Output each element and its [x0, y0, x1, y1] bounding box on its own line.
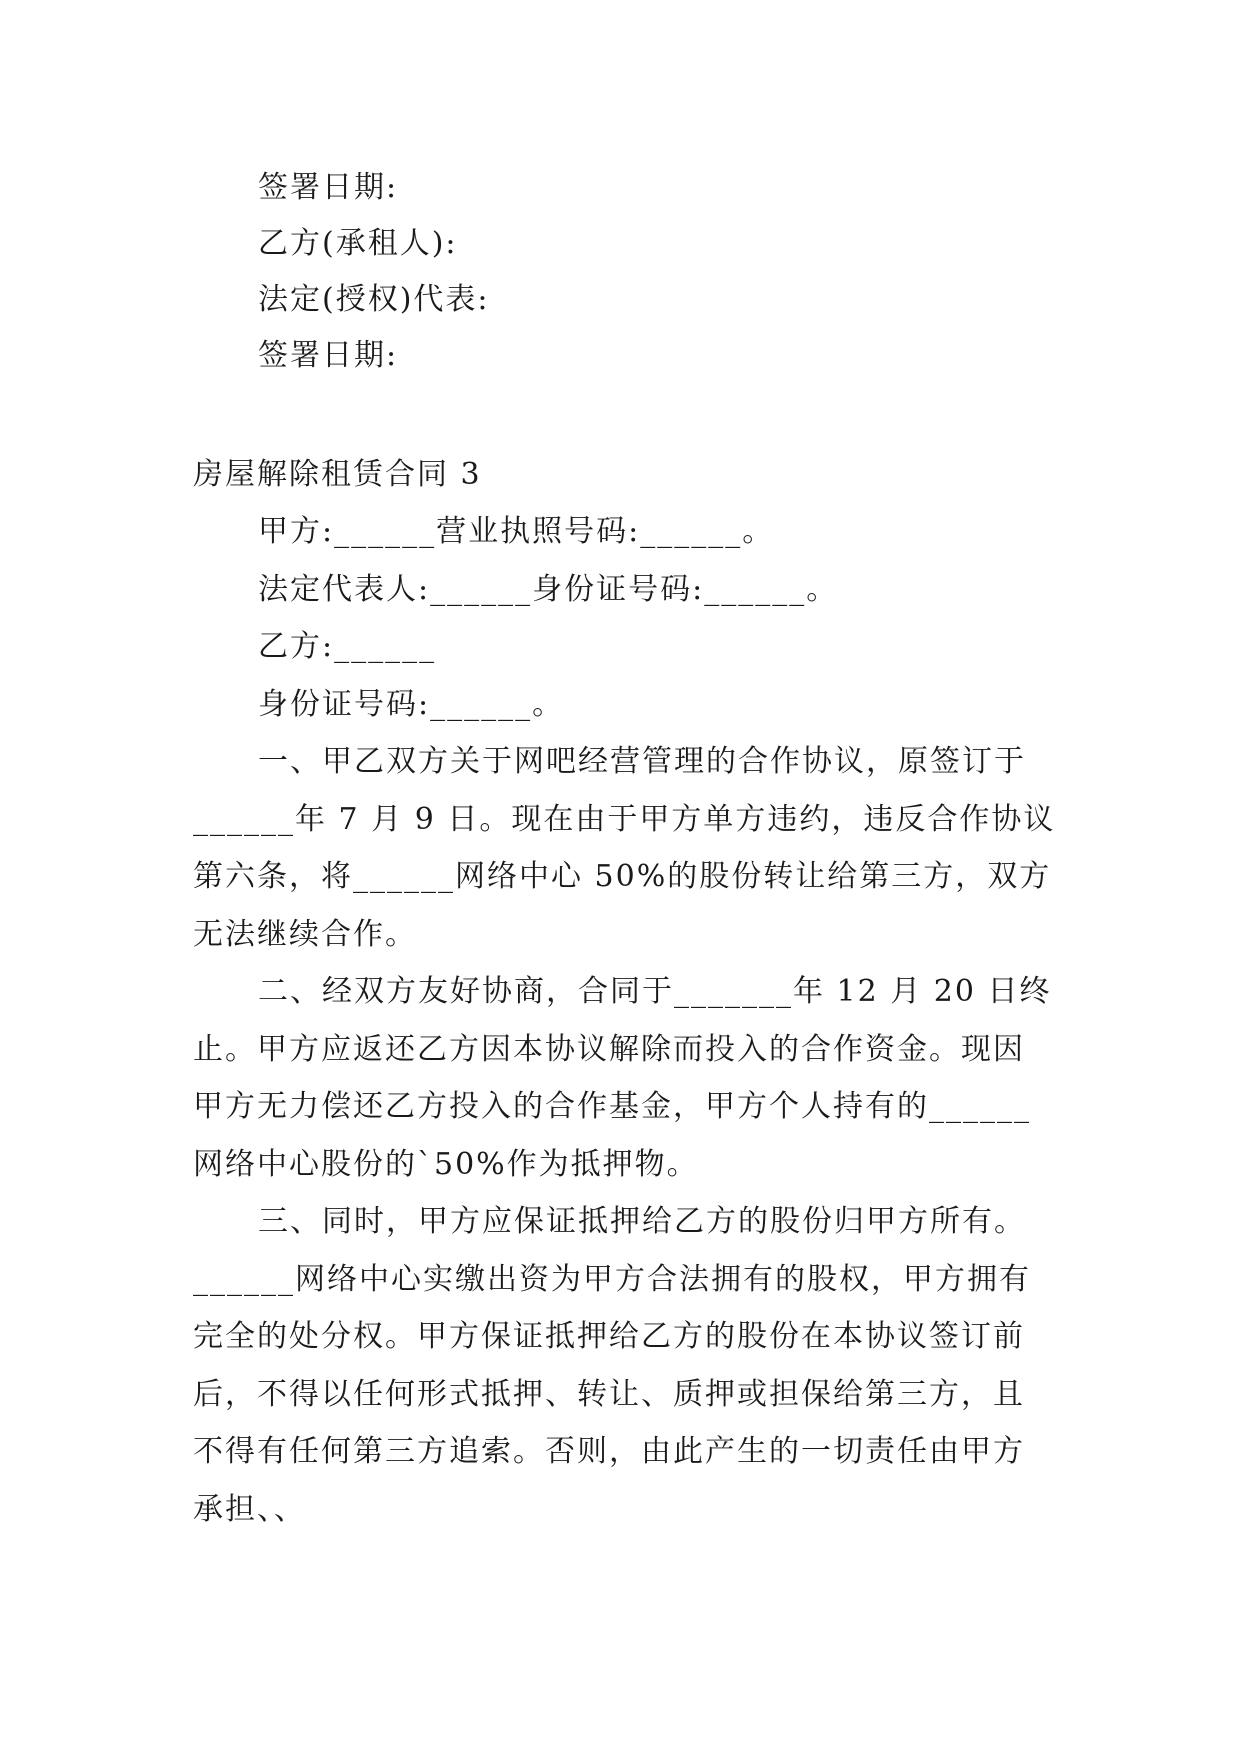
clause-3-line: 后，不得以任何形式抵押、转让、质押或担保给第三方，且: [193, 1377, 1025, 1412]
legal-rep-line: 法定代表人:______身份证号码:______。: [258, 572, 839, 607]
clause-2-line: 止。甲方应返还乙方因本协议解除而投入的合作资金。现因: [193, 1032, 1025, 1067]
clause-1-line: 一、甲乙双方关于网吧经营管理的合作协议，原签订于: [258, 744, 1026, 779]
clause-2-line: 甲方无力偿还乙方投入的合作基金，甲方个人持有的______: [193, 1089, 1031, 1124]
clause-1-line: ______年 7 月 9 日。现在由于甲方单方违约，违反合作协议: [193, 802, 1056, 837]
clause-1-line: 第六条，将______网络中心 50%的股份转让给第三方，双方: [193, 859, 1052, 894]
clause-3-line: 承担、、: [193, 1492, 306, 1527]
clause-3-line: 完全的处分权。甲方保证抵押给乙方的股份在本协议签订前: [193, 1319, 1025, 1354]
clause-3-line: 三、同时，甲方应保证抵押给乙方的股份归甲方所有。: [258, 1204, 1026, 1239]
clause-2-line: 二、经双方友好协商，合同于_______年 12 月 20 日终: [258, 974, 1052, 1009]
party-a-line: 甲方:______营业执照号码:______。: [258, 514, 775, 549]
clause-3-line: 不得有任何第三方追索。否则，由此产生的一切责任由甲方: [193, 1434, 1025, 1469]
party-b-label: 乙方(承租人):: [258, 226, 458, 261]
clause-1-line: 无法继续合作。: [193, 917, 417, 952]
sign-date-label-2: 签署日期:: [258, 338, 399, 373]
id-line: 身份证号码:______。: [258, 687, 565, 722]
sign-date-label: 签署日期:: [258, 170, 399, 205]
party-b-line: 乙方:______: [258, 629, 437, 664]
clause-2-line: 网络中心股份的`50%作为抵押物。: [193, 1147, 699, 1182]
clause-3-line: ______网络中心实缴出资为甲方合法拥有的股权，甲方拥有: [193, 1262, 1031, 1297]
legal-rep-label: 法定(授权)代表:: [258, 282, 490, 317]
contract-title: 房屋解除租赁合同 3: [193, 457, 482, 492]
